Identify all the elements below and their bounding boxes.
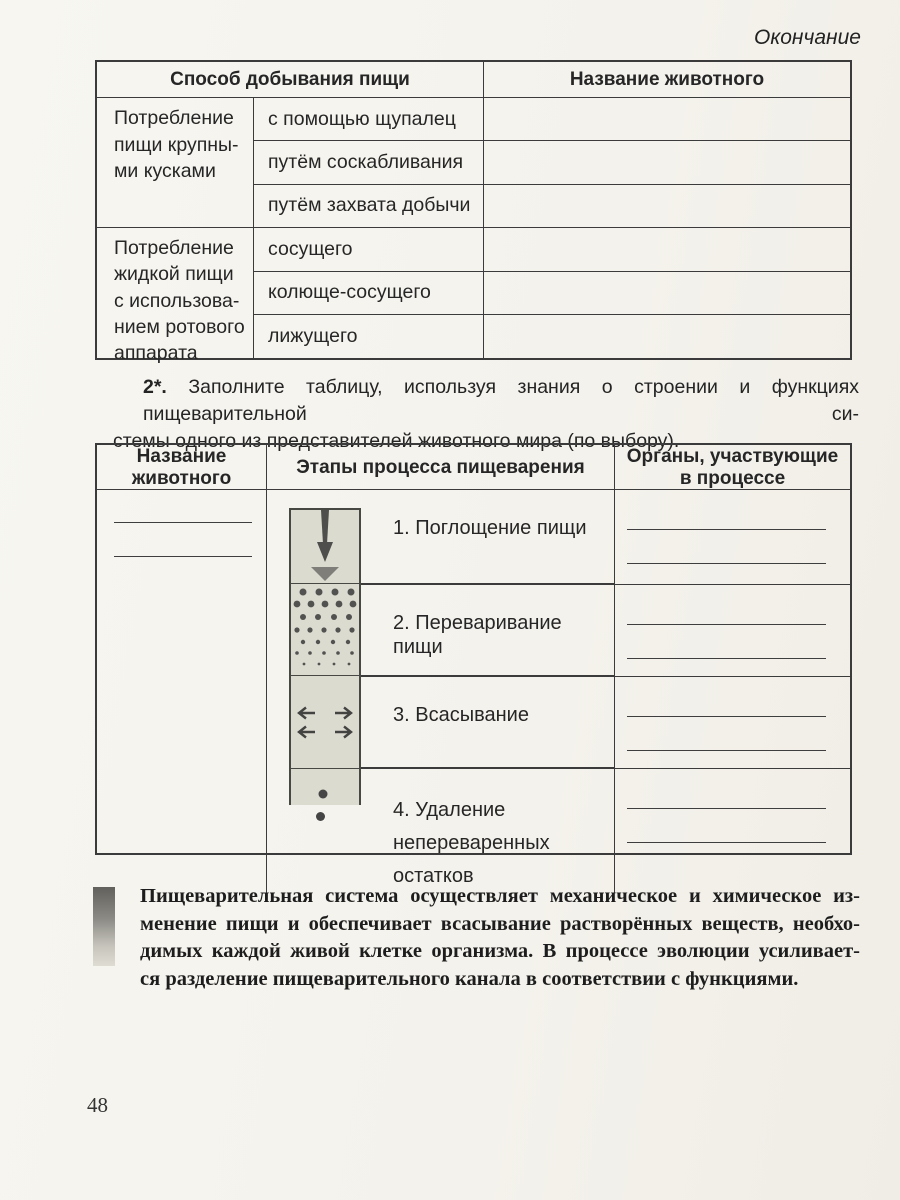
- row-divider: [361, 675, 615, 677]
- write-in-line[interactable]: [627, 769, 826, 809]
- feeding-methods-table: [95, 60, 852, 364]
- tube-segment-absorption: [291, 676, 359, 769]
- write-in-line[interactable]: [627, 809, 826, 843]
- stage-ingestion: 1. Поглощение пищи: [267, 490, 615, 585]
- task-line-1: [113, 374, 859, 428]
- page-number: 48: [87, 1093, 108, 1117]
- row-divider: [361, 583, 615, 585]
- animal-name-answer-cell[interactable]: [97, 490, 267, 893]
- continuation-label: Окончание: [754, 26, 861, 49]
- animal-answer-cell[interactable]: [484, 185, 850, 228]
- row-divider: [361, 767, 615, 769]
- column-header-animal: Название животного: [484, 62, 850, 98]
- animal-answer-cell[interactable]: [484, 98, 850, 141]
- task-text: Заполните таблицу, используя знания о строении и функциях пищеварительной си-: [143, 376, 859, 425]
- food-particles-icon: [291, 584, 359, 674]
- write-in-line[interactable]: [627, 530, 826, 564]
- organs-answer-cell[interactable]: [615, 769, 850, 893]
- write-in-line[interactable]: [627, 585, 826, 625]
- highlight-bar: [93, 887, 115, 966]
- animal-answer-cell[interactable]: [484, 315, 850, 358]
- stage-digestion: 2. Переваривание пищи: [267, 585, 615, 677]
- task-line-2: стемы одного из представителей животного мира (по выбору).: [113, 430, 680, 452]
- stage-excretion: 4. Удаление непереваренных остатков: [267, 769, 615, 893]
- tube-segment-excretion: [291, 769, 359, 805]
- column-header-organs: Органы, участвующие в процессе: [615, 445, 850, 490]
- write-in-line[interactable]: [627, 490, 826, 530]
- waste-dot-icon: [291, 769, 359, 805]
- digestive-tube-diagram: [289, 508, 361, 805]
- method-piercing-sucking: колюще-сосущего: [254, 272, 484, 315]
- organs-answer-cell[interactable]: [615, 677, 850, 769]
- method-prey-capture: путём захвата добычи: [254, 185, 484, 228]
- animal-answer-cell[interactable]: [484, 228, 850, 271]
- method-scraping: путём соскабливания: [254, 141, 484, 184]
- write-in-line[interactable]: [114, 523, 252, 557]
- tube-segment-digestion: [291, 584, 359, 676]
- column-header-animal-name: Название животного: [97, 445, 267, 490]
- group-label-large-pieces: Потребление пищи крупны- ми кусками: [97, 98, 254, 228]
- digestion-table: [95, 443, 852, 887]
- write-in-line[interactable]: [627, 717, 826, 751]
- write-in-line[interactable]: [114, 490, 252, 523]
- outward-arrows-icon: [291, 676, 359, 768]
- method-tentacles: с помощью щупалец: [254, 98, 484, 141]
- write-in-line[interactable]: [627, 625, 826, 659]
- animal-answer-cell[interactable]: [484, 272, 850, 315]
- animal-answer-cell[interactable]: [484, 141, 850, 184]
- task-number: 2*.: [143, 376, 167, 398]
- column-header-method: Способ добывания пищи: [97, 62, 484, 98]
- method-sucking: сосущего: [254, 228, 484, 271]
- stage-absorption: 3. Всасывание: [267, 677, 615, 769]
- method-licking: лижущего: [254, 315, 484, 358]
- tube-segment-ingestion: [291, 510, 359, 584]
- conclusion-text: Пищеварительная система осуществляет механическое и химическое из- менение пищи и обеспечивает всасывание растворённых веществ, необхо- димых каждой живой клетке организма. В процессе эволюции усиливает- ся разделение пищеварительного канала в соответствии с функциями.: [140, 885, 860, 990]
- organs-answer-cell[interactable]: [615, 585, 850, 677]
- group-label-liquid-food: Потребление жидкой пищи с использова- нием ротового аппарата: [97, 228, 254, 358]
- column-header-stages: Этапы процесса пищеварения: [267, 445, 615, 490]
- excreted-particle-dot: [316, 812, 325, 821]
- write-in-line[interactable]: [627, 677, 826, 717]
- organs-answer-cell[interactable]: [615, 490, 850, 585]
- down-arrow-icon: [291, 510, 359, 582]
- conclusion-block: [93, 883, 860, 993]
